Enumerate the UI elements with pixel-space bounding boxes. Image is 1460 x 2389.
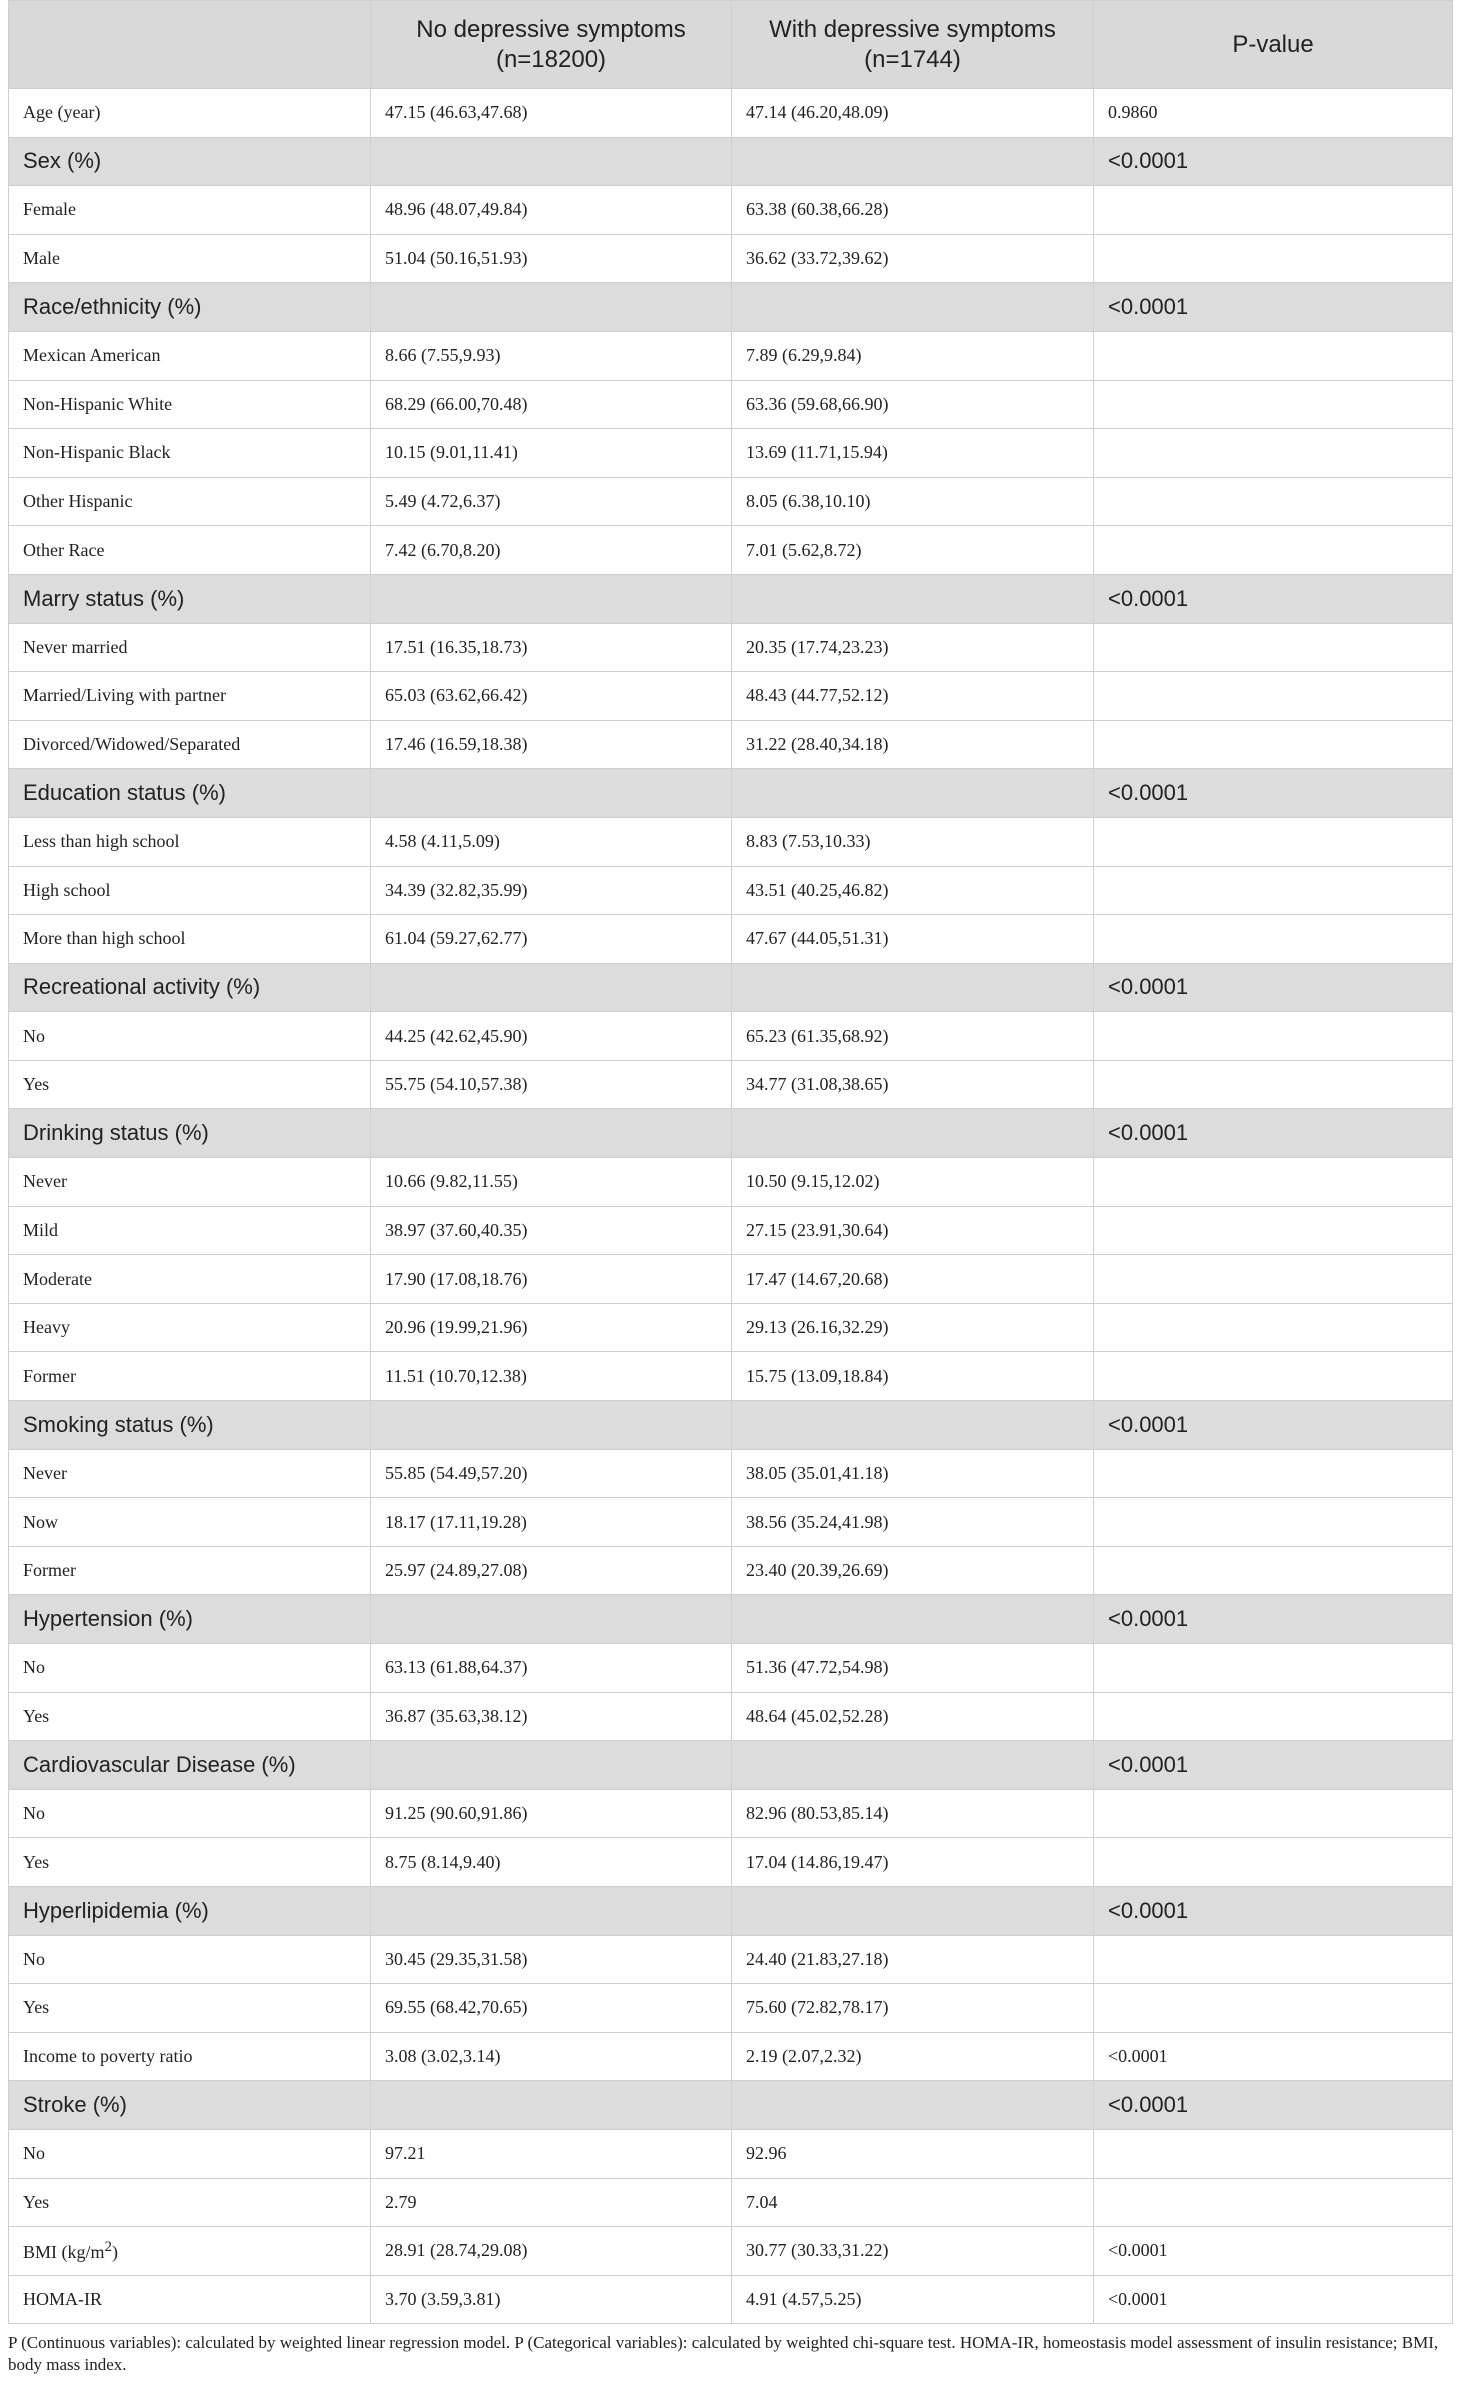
table-row: [9, 477, 1453, 526]
table-header-row: [9, 1, 1453, 89]
category-row: [9, 137, 1453, 186]
cell-with-depressive: 17.04 (14.86,19.47): [732, 1838, 1094, 1887]
cell-p-value: <0.0001: [1094, 1109, 1453, 1158]
row-label: Stroke (%): [9, 2081, 371, 2130]
table-row: [9, 817, 1453, 866]
cell-with-depressive: 2.19 (2.07,2.32): [732, 2032, 1094, 2081]
cell-p-value: [1094, 1692, 1453, 1741]
cell-with-depressive: 7.04: [732, 2178, 1094, 2227]
cell-no-depressive: [371, 137, 732, 186]
category-row: [9, 1401, 1453, 1450]
table-row: [9, 2275, 1453, 2324]
table-row: [9, 1158, 1453, 1207]
cell-with-depressive: [732, 2081, 1094, 2130]
cell-with-depressive: 20.35 (17.74,23.23): [732, 623, 1094, 672]
cell-no-depressive: 97.21: [371, 2129, 732, 2178]
row-label: Other Race: [9, 526, 371, 575]
cell-no-depressive: 48.96 (48.07,49.84): [371, 186, 732, 235]
cell-with-depressive: [732, 1595, 1094, 1644]
cell-with-depressive: 47.67 (44.05,51.31): [732, 915, 1094, 964]
cell-with-depressive: 51.36 (47.72,54.98): [732, 1644, 1094, 1693]
row-label: Yes: [9, 1984, 371, 2033]
header-with-depressive: [732, 1, 1094, 89]
cell-with-depressive: 63.38 (60.38,66.28): [732, 186, 1094, 235]
row-label: Former: [9, 1546, 371, 1595]
cell-no-depressive: 55.85 (54.49,57.20): [371, 1449, 732, 1498]
table-row: [9, 331, 1453, 380]
row-label: Male: [9, 234, 371, 283]
table-row: [9, 623, 1453, 672]
cell-with-depressive: 24.40 (21.83,27.18): [732, 1935, 1094, 1984]
cell-no-depressive: 20.96 (19.99,21.96): [371, 1303, 732, 1352]
cell-no-depressive: 2.79: [371, 2178, 732, 2227]
header-variable: [9, 1, 371, 89]
cell-with-depressive: 17.47 (14.67,20.68): [732, 1255, 1094, 1304]
cell-p-value: [1094, 1303, 1453, 1352]
cell-no-depressive: [371, 769, 732, 818]
cell-no-depressive: 25.97 (24.89,27.08): [371, 1546, 732, 1595]
cell-with-depressive: 4.91 (4.57,5.25): [732, 2275, 1094, 2324]
row-label: Non-Hispanic Black: [9, 429, 371, 478]
table-row: [9, 2178, 1453, 2227]
cell-with-depressive: 36.62 (33.72,39.62): [732, 234, 1094, 283]
row-label: Never married: [9, 623, 371, 672]
cell-with-depressive: 92.96: [732, 2129, 1094, 2178]
table-row: [9, 89, 1453, 138]
cell-no-depressive: 8.66 (7.55,9.93): [371, 331, 732, 380]
row-label: Education status (%): [9, 769, 371, 818]
row-label: [9, 2227, 371, 2276]
row-label: No: [9, 1935, 371, 1984]
row-label: Female: [9, 186, 371, 235]
cell-with-depressive: [732, 137, 1094, 186]
header-no-depressive: [371, 1, 732, 89]
cell-no-depressive: 10.66 (9.82,11.55): [371, 1158, 732, 1207]
cell-p-value: [1094, 1449, 1453, 1498]
table-body: [9, 89, 1453, 2324]
row-label: Hypertension (%): [9, 1595, 371, 1644]
cell-with-depressive: [732, 1109, 1094, 1158]
row-label: Yes: [9, 2178, 371, 2227]
table-row: [9, 186, 1453, 235]
row-label: Yes: [9, 1692, 371, 1741]
row-label: Married/Living with partner: [9, 672, 371, 721]
cell-p-value: <0.0001: [1094, 2032, 1453, 2081]
row-label-text: BMI (kg/m: [23, 2241, 105, 2262]
table-row: [9, 1935, 1453, 1984]
cell-with-depressive: 34.77 (31.08,38.65): [732, 1060, 1094, 1109]
cell-with-depressive: 30.77 (30.33,31.22): [732, 2227, 1094, 2276]
cell-p-value: <0.0001: [1094, 283, 1453, 332]
characteristics-table: [8, 0, 1453, 2324]
cell-no-depressive: 28.91 (28.74,29.08): [371, 2227, 732, 2276]
table-row: [9, 2032, 1453, 2081]
cell-no-depressive: 55.75 (54.10,57.38): [371, 1060, 732, 1109]
cell-no-depressive: 3.70 (3.59,3.81): [371, 2275, 732, 2324]
category-row: [9, 1741, 1453, 1790]
cell-no-depressive: 38.97 (37.60,40.35): [371, 1206, 732, 1255]
row-label-end: ): [112, 2241, 119, 2262]
cell-with-depressive: 63.36 (59.68,66.90): [732, 380, 1094, 429]
cell-p-value: [1094, 1060, 1453, 1109]
table-row: [9, 1838, 1453, 1887]
cell-no-depressive: 4.58 (4.11,5.09): [371, 817, 732, 866]
table-row: [9, 2129, 1453, 2178]
row-label: Age (year): [9, 89, 371, 138]
cell-with-depressive: 29.13 (26.16,32.29): [732, 1303, 1094, 1352]
category-row: [9, 1595, 1453, 1644]
row-label: No: [9, 1789, 371, 1838]
cell-p-value: <0.0001: [1094, 769, 1453, 818]
cell-no-depressive: [371, 574, 732, 623]
cell-p-value: <0.0001: [1094, 2227, 1453, 2276]
cell-p-value: [1094, 186, 1453, 235]
cell-p-value: <0.0001: [1094, 1886, 1453, 1935]
cell-p-value: [1094, 1546, 1453, 1595]
header-p-value: P-value: [1094, 1, 1453, 89]
cell-p-value: [1094, 1984, 1453, 2033]
cell-with-depressive: [732, 1401, 1094, 1450]
cell-no-depressive: 68.29 (66.00,70.48): [371, 380, 732, 429]
cell-no-depressive: 61.04 (59.27,62.77): [371, 915, 732, 964]
cell-no-depressive: 8.75 (8.14,9.40): [371, 1838, 732, 1887]
row-label: Yes: [9, 1060, 371, 1109]
row-label: Marry status (%): [9, 574, 371, 623]
table-row: [9, 526, 1453, 575]
cell-with-depressive: [732, 1886, 1094, 1935]
table-row: [9, 915, 1453, 964]
cell-p-value: <0.0001: [1094, 1595, 1453, 1644]
cell-with-depressive: 31.22 (28.40,34.18): [732, 720, 1094, 769]
cell-p-value: [1094, 1644, 1453, 1693]
cell-p-value: [1094, 526, 1453, 575]
cell-with-depressive: 27.15 (23.91,30.64): [732, 1206, 1094, 1255]
cell-with-depressive: 43.51 (40.25,46.82): [732, 866, 1094, 915]
cell-p-value: [1094, 1789, 1453, 1838]
table-row: [9, 866, 1453, 915]
table-row: [9, 1692, 1453, 1741]
row-label: Moderate: [9, 1255, 371, 1304]
cell-with-depressive: [732, 574, 1094, 623]
cell-with-depressive: 23.40 (20.39,26.69): [732, 1546, 1094, 1595]
row-label: HOMA-IR: [9, 2275, 371, 2324]
row-label: Race/ethnicity (%): [9, 283, 371, 332]
category-row: [9, 2081, 1453, 2130]
cell-with-depressive: 48.43 (44.77,52.12): [732, 672, 1094, 721]
table-row: [9, 1498, 1453, 1547]
category-row: [9, 574, 1453, 623]
cell-with-depressive: [732, 283, 1094, 332]
cell-with-depressive: 38.05 (35.01,41.18): [732, 1449, 1094, 1498]
table-footnote: P (Continuous variables): calculated by weighted linear regression model. P (Categorical variables): calculated by weighted chi-square test. HOMA-IR, homeostasis model assessment of insulin resistance; BMI, body mass index.: [8, 2333, 1439, 2375]
cell-no-depressive: [371, 1595, 732, 1644]
cell-with-depressive: [732, 1741, 1094, 1790]
row-label: Mild: [9, 1206, 371, 1255]
row-label: Heavy: [9, 1303, 371, 1352]
cell-p-value: [1094, 1498, 1453, 1547]
cell-with-depressive: 7.89 (6.29,9.84): [732, 331, 1094, 380]
table-row: [9, 1012, 1453, 1061]
row-label: No: [9, 1012, 371, 1061]
row-label-superscript: 2: [104, 2238, 113, 2255]
category-row: [9, 1886, 1453, 1935]
cell-p-value: [1094, 720, 1453, 769]
cell-p-value: [1094, 1838, 1453, 1887]
row-label: Recreational activity (%): [9, 963, 371, 1012]
cell-no-depressive: [371, 963, 732, 1012]
row-label: Income to poverty ratio: [9, 2032, 371, 2081]
row-label: More than high school: [9, 915, 371, 964]
cell-with-depressive: 7.01 (5.62,8.72): [732, 526, 1094, 575]
table-row: [9, 1060, 1453, 1109]
cell-p-value: <0.0001: [1094, 2275, 1453, 2324]
cell-p-value: [1094, 1206, 1453, 1255]
cell-p-value: [1094, 234, 1453, 283]
cell-p-value: <0.0001: [1094, 1401, 1453, 1450]
cell-p-value: [1094, 1255, 1453, 1304]
cell-no-depressive: 63.13 (61.88,64.37): [371, 1644, 732, 1693]
cell-no-depressive: 51.04 (50.16,51.93): [371, 234, 732, 283]
cell-p-value: <0.0001: [1094, 137, 1453, 186]
cell-p-value: [1094, 429, 1453, 478]
cell-with-depressive: 75.60 (72.82,78.17): [732, 1984, 1094, 2033]
cell-no-depressive: 5.49 (4.72,6.37): [371, 477, 732, 526]
row-label: Other Hispanic: [9, 477, 371, 526]
row-label: Never: [9, 1158, 371, 1207]
cell-p-value: [1094, 2129, 1453, 2178]
cell-with-depressive: 15.75 (13.09,18.84): [732, 1352, 1094, 1401]
category-row: [9, 769, 1453, 818]
table-row: [9, 1303, 1453, 1352]
cell-p-value: <0.0001: [1094, 2081, 1453, 2130]
row-label: Sex (%): [9, 137, 371, 186]
category-row: [9, 283, 1453, 332]
cell-no-depressive: [371, 1109, 732, 1158]
table-row: [9, 380, 1453, 429]
header-no-depressive-title: No depressive symptoms: [416, 15, 686, 43]
cell-no-depressive: 7.42 (6.70,8.20): [371, 526, 732, 575]
cell-no-depressive: [371, 1401, 732, 1450]
cell-no-depressive: 17.51 (16.35,18.73): [371, 623, 732, 672]
cell-p-value: [1094, 477, 1453, 526]
table-row: [9, 2227, 1453, 2276]
cell-with-depressive: 8.05 (6.38,10.10): [732, 477, 1094, 526]
cell-no-depressive: 11.51 (10.70,12.38): [371, 1352, 732, 1401]
cell-no-depressive: 30.45 (29.35,31.58): [371, 1935, 732, 1984]
cell-no-depressive: [371, 1886, 732, 1935]
cell-no-depressive: 10.15 (9.01,11.41): [371, 429, 732, 478]
cell-with-depressive: [732, 963, 1094, 1012]
row-label: Non-Hispanic White: [9, 380, 371, 429]
cell-with-depressive: 47.14 (46.20,48.09): [732, 89, 1094, 138]
cell-p-value: <0.0001: [1094, 574, 1453, 623]
cell-no-depressive: 17.46 (16.59,18.38): [371, 720, 732, 769]
cell-no-depressive: [371, 2081, 732, 2130]
table-row: [9, 1789, 1453, 1838]
row-label: Now: [9, 1498, 371, 1547]
cell-p-value: <0.0001: [1094, 963, 1453, 1012]
row-label: Drinking status (%): [9, 1109, 371, 1158]
table-row: [9, 234, 1453, 283]
table-row: [9, 429, 1453, 478]
cell-no-depressive: 47.15 (46.63,47.68): [371, 89, 732, 138]
cell-with-depressive: 48.64 (45.02,52.28): [732, 1692, 1094, 1741]
cell-with-depressive: 8.83 (7.53,10.33): [732, 817, 1094, 866]
row-label: No: [9, 2129, 371, 2178]
cell-p-value: [1094, 1012, 1453, 1061]
table-container: [8, 0, 1452, 2376]
cell-with-depressive: 10.50 (9.15,12.02): [732, 1158, 1094, 1207]
cell-with-depressive: 13.69 (11.71,15.94): [732, 429, 1094, 478]
cell-p-value: [1094, 1935, 1453, 1984]
row-label: Less than high school: [9, 817, 371, 866]
row-label: Former: [9, 1352, 371, 1401]
cell-no-depressive: 3.08 (3.02,3.14): [371, 2032, 732, 2081]
cell-p-value: [1094, 380, 1453, 429]
table-row: [9, 1449, 1453, 1498]
header-with-depressive-title: With depressive symptoms: [769, 15, 1056, 43]
row-label: Divorced/Widowed/Separated: [9, 720, 371, 769]
category-row: [9, 1109, 1453, 1158]
cell-p-value: [1094, 817, 1453, 866]
category-row: [9, 963, 1453, 1012]
cell-no-depressive: 18.17 (17.11,19.28): [371, 1498, 732, 1547]
row-label: No: [9, 1644, 371, 1693]
header-with-depressive-n: (n=1744): [864, 45, 961, 73]
table-row: [9, 1984, 1453, 2033]
table-row: [9, 1546, 1453, 1595]
cell-no-depressive: [371, 1741, 732, 1790]
cell-no-depressive: 36.87 (35.63,38.12): [371, 1692, 732, 1741]
cell-p-value: [1094, 672, 1453, 721]
cell-p-value: [1094, 331, 1453, 380]
cell-with-depressive: 38.56 (35.24,41.98): [732, 1498, 1094, 1547]
cell-p-value: [1094, 915, 1453, 964]
cell-no-depressive: 65.03 (63.62,66.42): [371, 672, 732, 721]
table-row: [9, 720, 1453, 769]
cell-no-depressive: 44.25 (42.62,45.90): [371, 1012, 732, 1061]
cell-no-depressive: 17.90 (17.08,18.76): [371, 1255, 732, 1304]
header-no-depressive-n: (n=18200): [495, 45, 607, 73]
table-row: [9, 1644, 1453, 1693]
cell-with-depressive: 82.96 (80.53,85.14): [732, 1789, 1094, 1838]
row-label: Mexican American: [9, 331, 371, 380]
table-row: [9, 1352, 1453, 1401]
cell-p-value: [1094, 2178, 1453, 2227]
cell-p-value: [1094, 623, 1453, 672]
row-label: Hyperlipidemia (%): [9, 1886, 371, 1935]
row-label: High school: [9, 866, 371, 915]
cell-p-value: [1094, 1352, 1453, 1401]
table-row: [9, 672, 1453, 721]
table-row: [9, 1206, 1453, 1255]
row-label: Smoking status (%): [9, 1401, 371, 1450]
cell-p-value: [1094, 1158, 1453, 1207]
cell-with-depressive: [732, 769, 1094, 818]
row-label: Never: [9, 1449, 371, 1498]
row-label: Yes: [9, 1838, 371, 1887]
cell-no-depressive: 69.55 (68.42,70.65): [371, 1984, 732, 2033]
row-label: Cardiovascular Disease (%): [9, 1741, 371, 1790]
cell-p-value: [1094, 866, 1453, 915]
table-row: [9, 1255, 1453, 1304]
cell-p-value: 0.9860: [1094, 89, 1453, 138]
cell-no-depressive: 34.39 (32.82,35.99): [371, 866, 732, 915]
cell-no-depressive: 91.25 (90.60,91.86): [371, 1789, 732, 1838]
cell-with-depressive: 65.23 (61.35,68.92): [732, 1012, 1094, 1061]
cell-p-value: <0.0001: [1094, 1741, 1453, 1790]
cell-no-depressive: [371, 283, 732, 332]
